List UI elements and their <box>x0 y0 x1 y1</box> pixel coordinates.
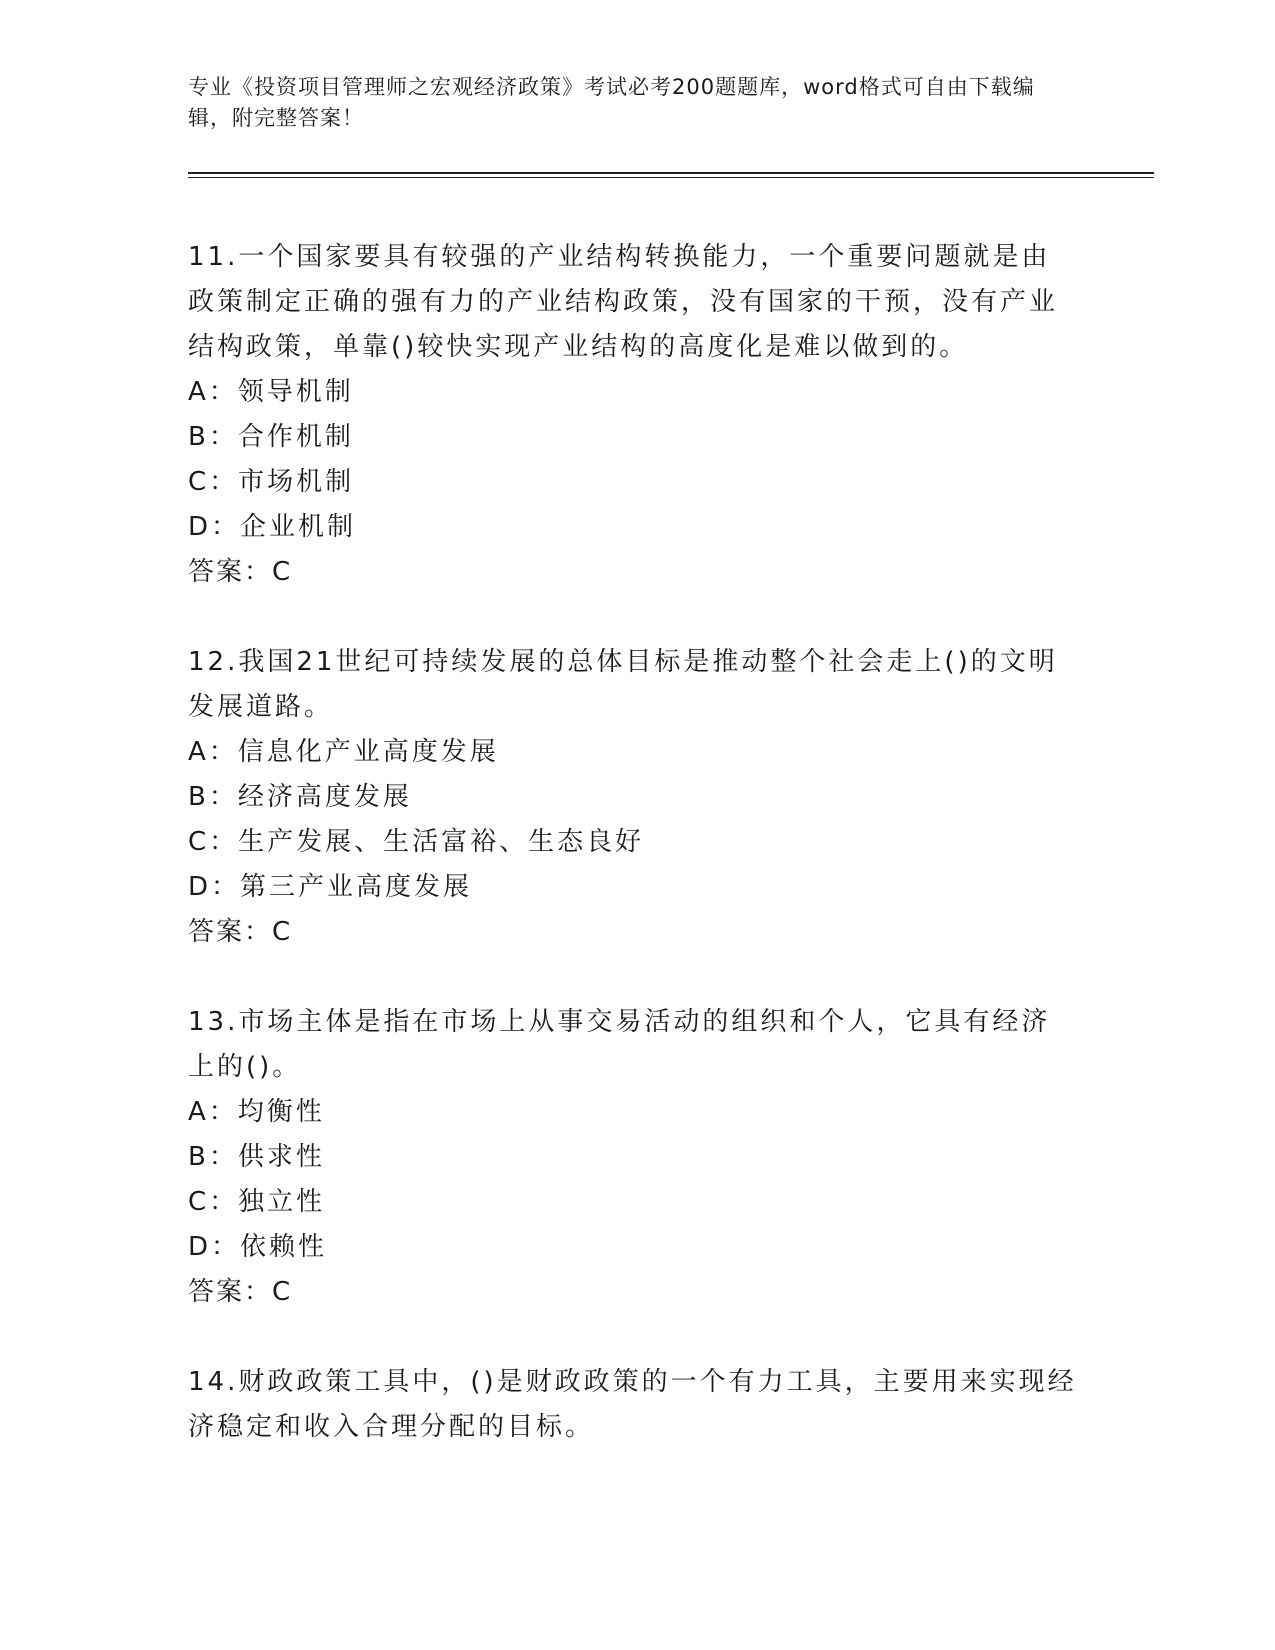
option-d: D：第三产业高度发展 <box>188 872 473 902</box>
document-page <box>188 72 1148 1495</box>
question-stem: 14.财政政策工具中，()是财政政策的一个有力工具，主要用来实现经济稳定和收入合理分配的目标。 <box>188 1367 1077 1442</box>
option-b: B：合作机制 <box>188 422 354 452</box>
question-list <box>188 235 1148 1450</box>
header-divider <box>188 172 1154 178</box>
question-13 <box>188 1000 1148 1315</box>
option-c: C：独立性 <box>188 1187 326 1217</box>
question-stem: 12.我国21世纪可持续发展的总体目标是推动整个社会走上()的文明发展道路。 <box>188 647 1058 722</box>
answer: 答案：C <box>188 557 293 587</box>
option-d: D：依赖性 <box>188 1232 328 1262</box>
option-a: A：信息化产业高度发展 <box>188 737 499 767</box>
question-12 <box>188 640 1148 955</box>
question-11 <box>188 235 1148 595</box>
option-b: B：供求性 <box>188 1142 325 1172</box>
question-stem: 13.市场主体是指在市场上从事交易活动的组织和个人，它具有经济上的()。 <box>188 1007 1051 1082</box>
option-b: B：经济高度发展 <box>188 782 412 812</box>
option-a: A：领导机制 <box>188 377 354 407</box>
answer: 答案：C <box>188 917 293 947</box>
option-a: A：均衡性 <box>188 1097 325 1127</box>
page-header: 专业《投资项目管理师之宏观经济政策》考试必考200题题库，word格式可自由下载编辑，附完整答案！ <box>188 75 1035 130</box>
question-stem: 11.一个国家要具有较强的产业结构转换能力，一个重要问题就是由政策制定正确的强有力的产业结构政策，没有国家的干预，没有产业结构政策，单靠()较快实现产业结构的高度化是难以做到的。 <box>188 242 1059 362</box>
option-c: C：生产发展、生活富裕、生态良好 <box>188 827 645 857</box>
option-c: C：市场机制 <box>188 467 355 497</box>
option-d: D：企业机制 <box>188 512 357 542</box>
answer: 答案：C <box>188 1277 293 1307</box>
question-14 <box>188 1360 1148 1450</box>
